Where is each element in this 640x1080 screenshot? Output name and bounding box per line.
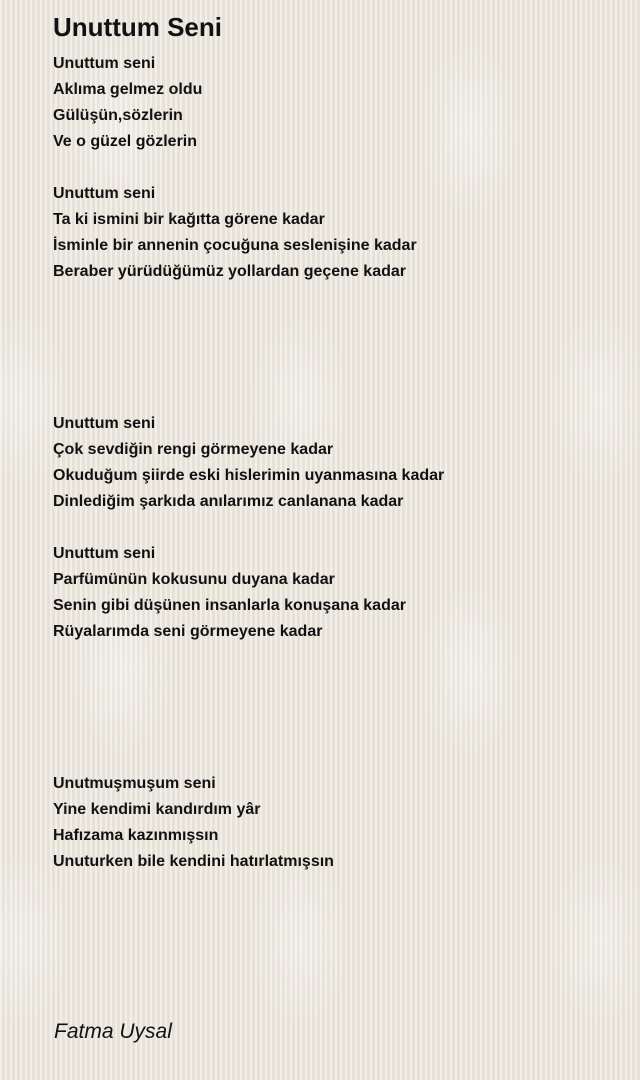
stanza xyxy=(53,181,623,285)
poem-line: Unuttum seni xyxy=(53,415,156,432)
stanza-gap xyxy=(53,285,623,411)
poem-line: Gülüşün,sözlerin xyxy=(53,107,183,124)
poem-line: Parfümünün kokusunu duyana kadar xyxy=(53,571,335,588)
poem-line: Aklıma gelmez oldu xyxy=(53,81,203,98)
stanza-gap xyxy=(53,155,623,181)
poem-line: Unuturken bile kendini hatırlatmışsın xyxy=(53,853,334,870)
poem-author: Fatma Uysal xyxy=(54,1020,172,1043)
poem-line: Unuttum seni xyxy=(53,545,156,562)
poem-line: Yine kendimi kandırdım yâr xyxy=(53,801,261,818)
poem-line: Unuttum seni xyxy=(53,185,156,202)
poem-line: Rüyalarımda seni görmeyene kadar xyxy=(53,623,323,640)
poem-line: Unutmuşmuşum seni xyxy=(53,775,216,792)
poem-line: Ta ki ismini bir kağıtta görene kadar xyxy=(53,211,325,228)
poem-line: Dinlediğim şarkıda anılarımız canlanana kadar xyxy=(53,493,404,510)
stanza xyxy=(53,541,623,645)
stanza-gap xyxy=(53,645,623,771)
stanza-gap xyxy=(53,515,623,541)
poem-line: Ve o güzel gözlerin xyxy=(53,133,198,150)
poem-line: Unuttum seni xyxy=(53,55,156,72)
poem-line: Beraber yürüdüğümüz yollardan geçene kadar xyxy=(53,263,406,280)
stanza xyxy=(53,51,623,155)
poem-title: Unuttum Seni xyxy=(53,12,222,42)
poem-line: Çok sevdiğin rengi görmeyene kadar xyxy=(53,441,334,458)
poem-line: İsminle bir annenin çocuğuna seslenişine kadar xyxy=(53,237,417,254)
poem-line: Hafızama kazınmışsın xyxy=(53,827,219,844)
poem-line: Okuduğum şiirde eski hislerimin uyanmasına kadar xyxy=(53,467,445,484)
poem-body xyxy=(53,51,623,875)
poem-line: Senin gibi düşünen insanlarla konuşana kadar xyxy=(53,597,406,614)
stanza xyxy=(53,771,623,875)
stanza xyxy=(53,411,623,515)
